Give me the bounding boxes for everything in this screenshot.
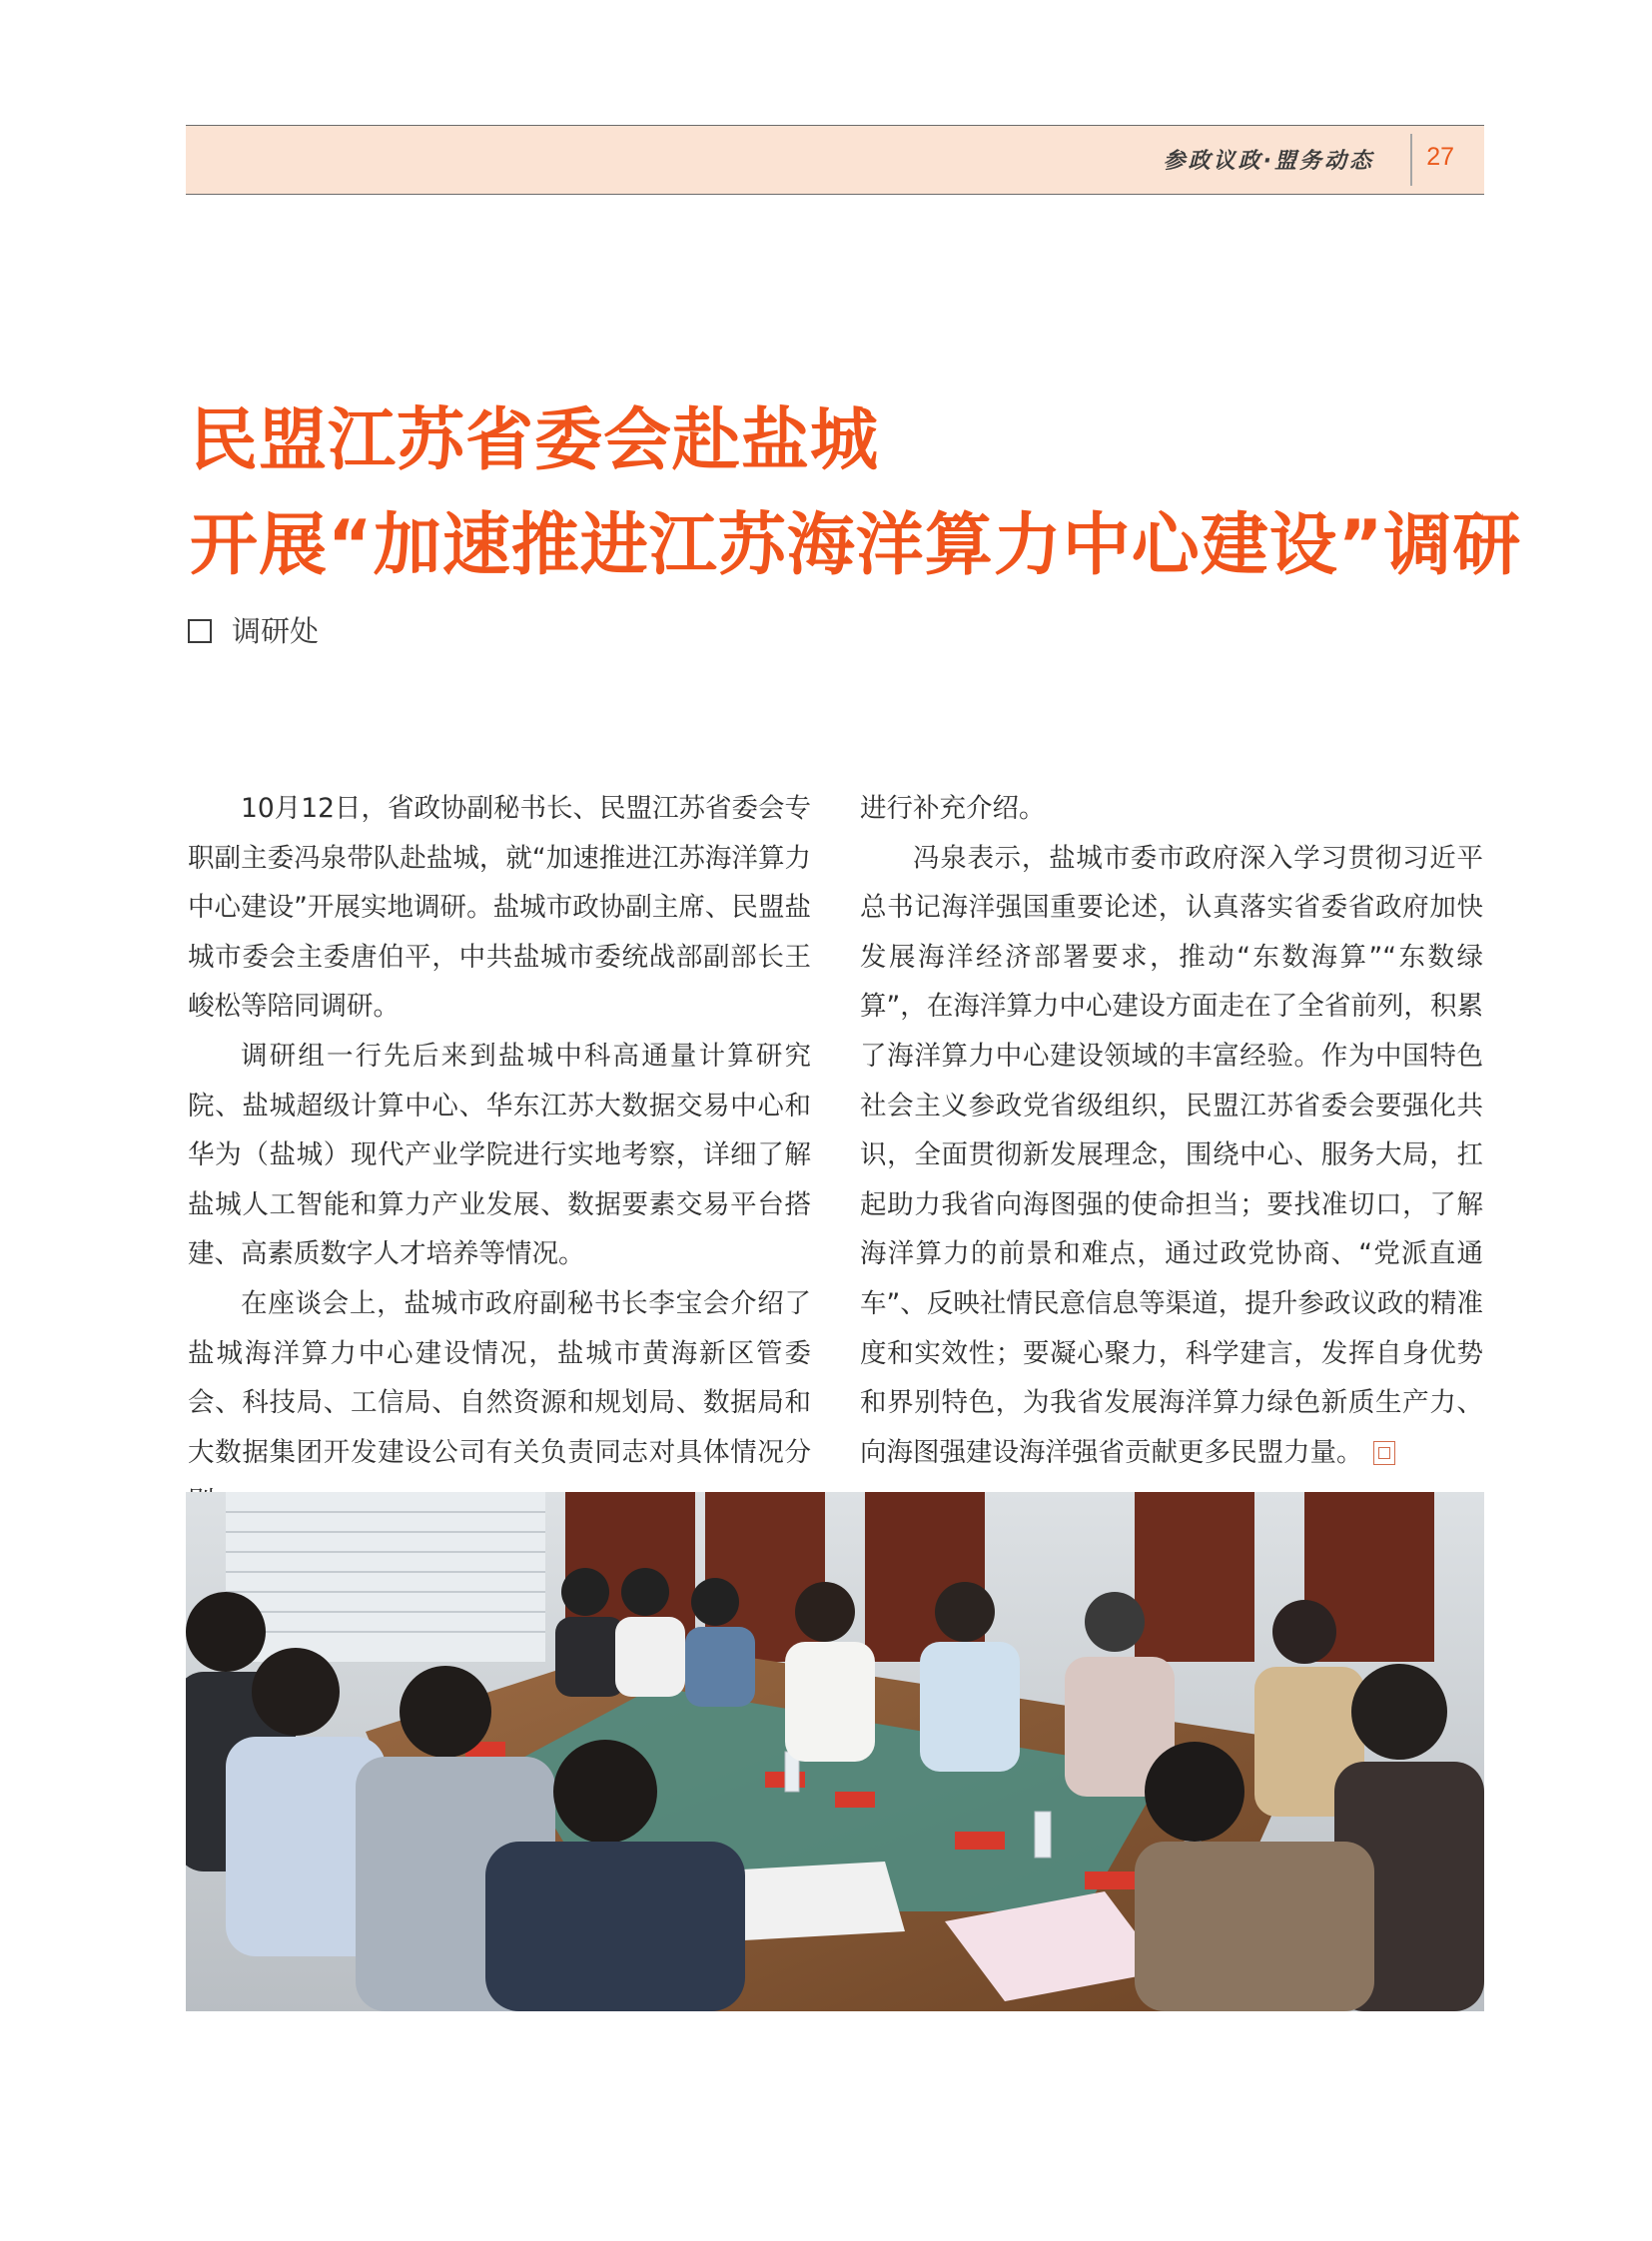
paragraph: 在座谈会上，盐城市政府副秘书长李宝会介绍了盐城海洋算力中心建设情况，盐城市黄海新区管委会、科技局、工信局、自然资源和规划局、数据局和大数据集团开发建设公司有关负责同志对具体情况分 <box>188 1287 811 1468</box>
paragraph: 调研组一行先后来到盐城中科高通量计算研究院、盐城超级计算中心、华东江苏大数据交易中心和华为（盐城）现代产业学院进行实地考察，详细了解盐城人工智能和算力产业发展、数据要素交易平台搭建、高素质数字人才培养等情况。 <box>188 1040 811 1270</box>
paragraph <box>860 834 1483 1478</box>
page-header <box>186 125 1484 195</box>
article-title-line-2: 开展“加速推进江苏海洋算力中心建设”调研 <box>190 506 1522 585</box>
article-column-right <box>860 784 1483 1477</box>
paragraph-continuation: 进行补充介绍。 <box>860 793 1046 824</box>
section-title: 参政议政·盟务动态 <box>1163 149 1374 174</box>
header-divider <box>1410 134 1412 186</box>
author: 调研处 <box>232 614 320 648</box>
meeting-photo <box>186 1492 1484 2011</box>
article-end-mark-icon <box>1373 1441 1395 1465</box>
meeting-photo-illustration <box>186 1492 1484 2011</box>
byline <box>188 609 319 650</box>
article-column-left <box>188 784 811 1527</box>
paragraph-text: 冯泉表示，盐城市委市政府深入学习贯彻习近平总书记海洋强国重要论述，认真落实省委省政府加快发展海洋经济部署要求，推动“东数海算”“东数绿算”，在海洋算力中心建设方面走在了全省前列，积累了海洋算力中心建设领域的丰富经验。作为中国特色社会主义参政党省级组织，民盟江苏省委会要强化共识，全面贯彻新发展理念，围绕中心、服务大局，扛起助力我省向海图强的使命担当；要找准切口，了解海洋算力的前景和难点，通过政党协商、“党派直通车”、反映社情民意信息等渠道，提升参政议政的精准度和实效性；要凝心聚力，科学建言，发挥自身优势和界别特色，为我省发展海洋算力绿色新质生产力、向海图强建设海洋强省贡献更多民盟力量。 <box>860 842 1483 1468</box>
article-title-line-1: 民盟江苏省委会赴盐城 <box>190 401 880 480</box>
square-icon <box>188 619 212 643</box>
page-number: 27 <box>1426 143 1454 171</box>
paragraph: 10月12日，省政协副秘书长、民盟江苏省委会专职副主委冯泉带队赴盐城，就“加速推进江苏海洋算力中心建设”开展实地调研。盐城市政协副主席、民盟盐城市委会主委唐伯平，中共盐城市委统战部副部长王峻松等陪同调研。 <box>188 793 811 1023</box>
